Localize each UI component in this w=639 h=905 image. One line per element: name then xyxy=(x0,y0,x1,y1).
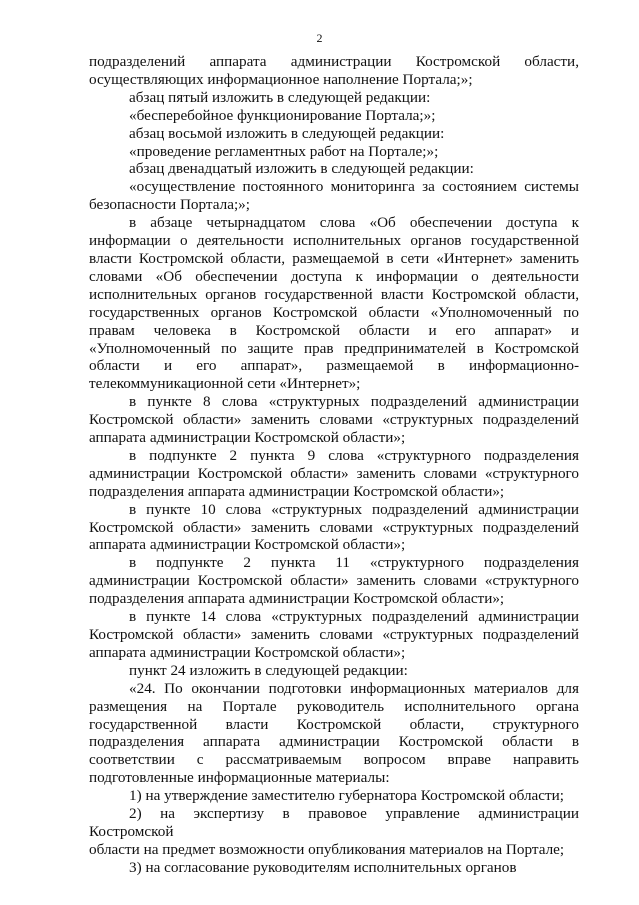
text-line: аппарата администрации Костромской области»; xyxy=(89,643,406,661)
text-line: подразделения аппарата администрации Костромской области в xyxy=(89,733,579,751)
text-line: Костромской области» заменить словами «структурных подразделений xyxy=(89,518,579,536)
text-line: в подпункте 2 пункта 9 слова «структурного подразделения xyxy=(129,446,579,464)
text-line: государственной власти Костромской области, структурного xyxy=(89,715,579,733)
paragraph xyxy=(89,680,579,787)
text-line: аппарата администрации Костромской области»; xyxy=(89,429,406,447)
paragraph xyxy=(89,447,579,501)
paragraph xyxy=(89,143,579,161)
text-line: безопасности Портала;»; xyxy=(89,196,250,214)
paragraph xyxy=(89,608,579,662)
text-line: «осуществление постоянного мониторинга за состоянием системы xyxy=(129,178,579,196)
text-line: абзац восьмой изложить в следующей редакции: xyxy=(129,124,445,142)
text-line: аппарата администрации Костромской области»; xyxy=(89,536,406,554)
text-line: «Уполномоченный по защите прав предпринимателей в Костромской xyxy=(89,339,579,357)
page-number: 2 xyxy=(316,31,323,45)
paragraph xyxy=(89,160,579,178)
text-line: Костромской области» заменить словами «структурных подразделений xyxy=(89,626,579,643)
paragraph xyxy=(89,107,579,125)
paragraph xyxy=(89,554,579,608)
text-line: Костромской области» заменить словами «структурных подразделений xyxy=(89,411,579,429)
text-line: абзац двенадцатый изложить в следующей редакции: xyxy=(129,160,474,178)
text-line: в пункте 14 слова «структурных подразделений администрации xyxy=(129,608,579,626)
text-line: абзац пятый изложить в следующей редакции: xyxy=(129,88,431,106)
text-line: «24. По окончании подготовки информационных материалов для xyxy=(129,679,579,697)
text-line: соответствии с рассматриваемым вопросом вправе направить xyxy=(89,751,579,769)
text-line: администрации Костромской области» заменить словами «структурного xyxy=(89,572,579,590)
text-line: исполнительных органов государственной власти Костромской области, xyxy=(89,285,579,303)
document-body xyxy=(89,53,579,877)
text-line: в пункте 10 слова «структурных подразделений администрации xyxy=(129,500,579,518)
paragraph xyxy=(89,89,579,107)
text-line: подразделений аппарата администрации Костромской области, xyxy=(89,53,579,70)
paragraph xyxy=(89,393,579,447)
paragraph xyxy=(89,53,579,89)
text-line: словами «Об обеспечении доступа к информации о деятельности xyxy=(89,267,579,285)
paragraph xyxy=(89,805,579,859)
text-line: власти Костромской области, размещаемой в сети «Интернет» заменить xyxy=(89,249,579,267)
text-line: телекоммуникационной сети «Интернет»; xyxy=(89,375,361,393)
text-line: в абзаце четырнадцатом слова «Об обеспечении доступа к xyxy=(129,214,579,232)
text-line: 1) на утверждение заместителю губернатора Костромской области; xyxy=(129,787,564,805)
text-line: «бесперебойное функционирование Портала;»; xyxy=(129,106,436,124)
text-line: в пункте 8 слова «структурных подразделений администрации xyxy=(129,393,579,411)
text-line: области на предмет возможности опубликования материалов на Портале; xyxy=(89,840,565,858)
text-line: 2) на экспертизу в правовое управление администрации Костромской xyxy=(89,805,579,840)
text-line: подразделения аппарата администрации Костромской области»; xyxy=(89,482,505,500)
text-line: подготовленные информационные материалы: xyxy=(89,769,390,787)
text-line: размещения на Портале руководитель исполнительного органа xyxy=(89,697,579,715)
text-line: государственных органов Костромской области «Уполномоченный по xyxy=(89,303,579,321)
text-line: подразделения аппарата администрации Костромской области»; xyxy=(89,590,505,608)
text-line: пункт 24 изложить в следующей редакции: xyxy=(129,661,408,679)
text-line: 3) на согласование руководителям исполнительных органов xyxy=(129,858,517,876)
paragraph xyxy=(89,787,579,805)
text-line: «проведение регламентных работ на Портале;»; xyxy=(129,142,439,160)
paragraph xyxy=(89,178,579,214)
paragraph xyxy=(89,501,579,555)
paragraph xyxy=(89,214,579,393)
text-line: в подпункте 2 пункта 11 «структурного подразделения xyxy=(129,554,579,572)
paragraph xyxy=(89,125,579,143)
paragraph xyxy=(89,859,579,877)
text-line: осуществляющих информационное наполнение Портала;»; xyxy=(89,70,473,88)
paragraph xyxy=(89,662,579,680)
text-line: области и его аппарат», размещаемой в информационно- xyxy=(89,357,579,375)
text-line: информации о деятельности исполнительных органов государственной xyxy=(89,232,579,250)
text-line: правам человека в Костромской области и его аппарат» и xyxy=(89,321,579,339)
text-line: администрации Костромской области» заменить словами «структурного xyxy=(89,464,579,482)
